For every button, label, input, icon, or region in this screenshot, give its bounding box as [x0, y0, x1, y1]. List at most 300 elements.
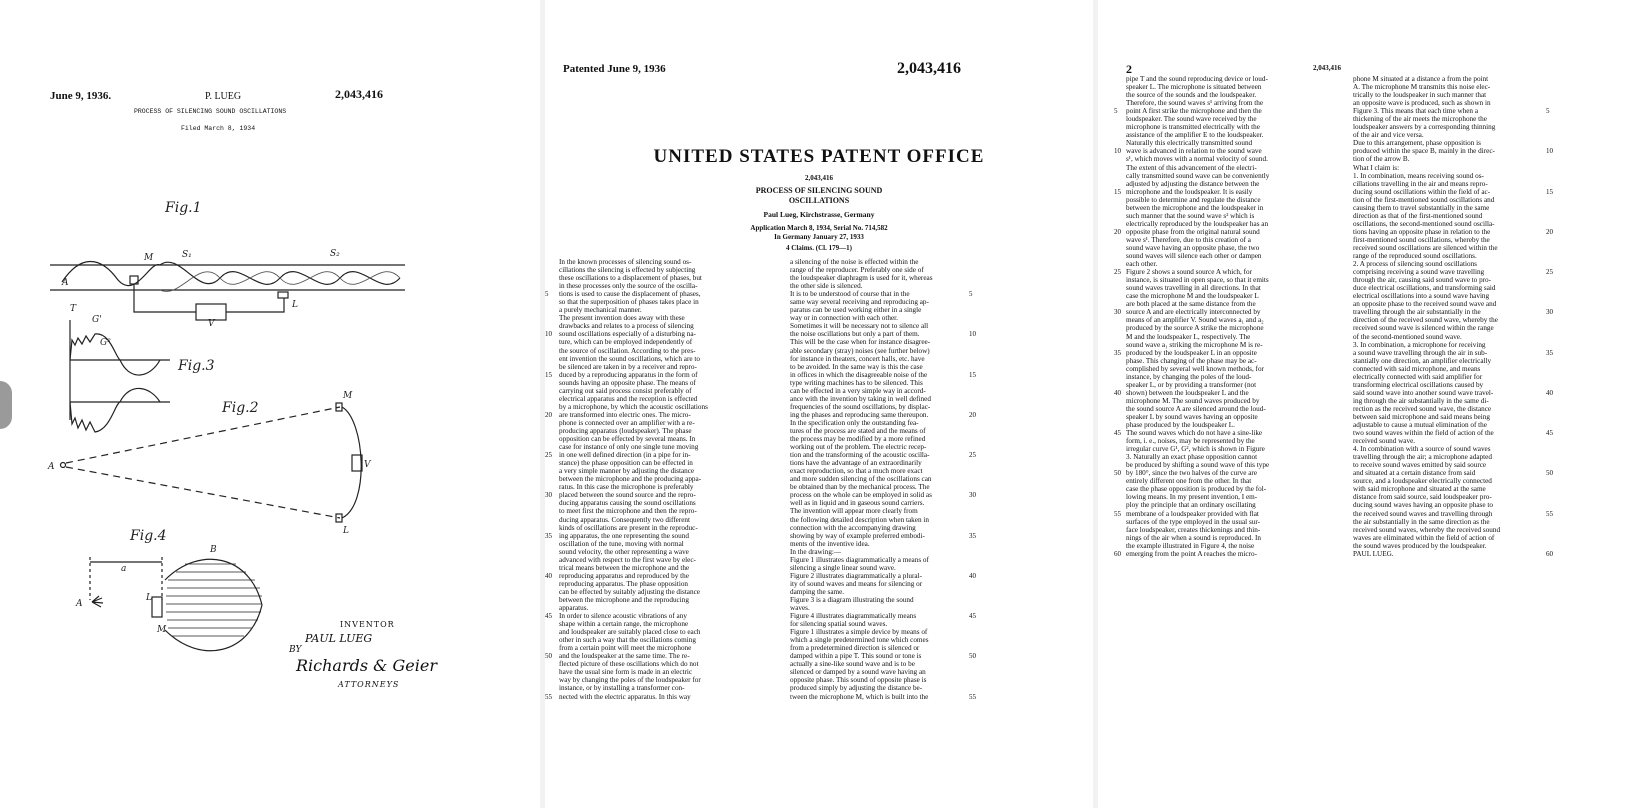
text-line: waves.: [790, 604, 810, 613]
text-line: kinds of oscillations are present in the reproduc-: [559, 523, 698, 532]
text-line: ent invention the sound oscillations, which are to: [559, 354, 700, 363]
text-line: same way several receiving and reproducing ap-: [790, 298, 929, 307]
line-number: 60: [1114, 549, 1121, 558]
text-line: of the second-mentioned sound wave.: [1353, 332, 1462, 341]
text-line: can be effected by suitably adjusting the distance: [559, 587, 700, 596]
text-line: phone is connected over an amplifier with a re-: [559, 418, 695, 427]
text-line: waves are eliminated within the field of action of: [1353, 533, 1495, 542]
text-line: working out of the problem. The electric recep-: [790, 443, 927, 452]
text-line: 3. In combination, a microphone for receiving: [1353, 340, 1486, 349]
svg-text:B: B: [210, 545, 217, 555]
svg-text:a: a: [121, 564, 127, 574]
text-line: be obtained than by the mechanical process. The: [790, 483, 930, 492]
text-line: tion of the arrow B.: [1353, 155, 1410, 164]
text-line: and more sudden silencing of the oscillations can: [790, 475, 932, 484]
line-number: 5: [1114, 107, 1118, 116]
line-number: 30: [1546, 308, 1553, 317]
text-line: received sound waves, whereby the received sound: [1353, 525, 1501, 534]
text-line: be silenced are taken in by a receiver and repro-: [559, 362, 697, 371]
text-line: the example illustrated in Figure 4, the noise: [1126, 541, 1255, 550]
text-line: 1. In combination, means receiving sound os-: [1353, 171, 1484, 180]
text-line: complished by several well known methods, for: [1126, 364, 1264, 373]
text-line: stantially one direction, an amplifier electrically: [1353, 356, 1492, 365]
text-line: PAUL LUEG.: [1353, 549, 1394, 558]
text-line: oscillations, the second-mentioned sound oscilla-: [1353, 219, 1495, 228]
text-line: which a single predetermined tone which comes: [790, 636, 929, 645]
line-number: 20: [1114, 227, 1121, 236]
line-number: 45: [969, 612, 976, 621]
text-line: wave s¹. Therefore, due to this creation of a: [1126, 235, 1251, 244]
text-line: assistance of the amplifier E to the loudspeaker.: [1126, 131, 1264, 140]
text-line: cillations the silencing is effected by subjecting: [559, 266, 696, 275]
text-line: a very simple manner by adjusting the distance: [559, 467, 695, 476]
text-line: Figure 4 illustrates diagrammatically means: [790, 612, 917, 621]
text-line: so that the superposition of phases takes place in: [559, 298, 699, 307]
text-line: way or in connection with each other.: [790, 314, 898, 323]
text-line: paratus can be used working either in a single: [790, 306, 922, 315]
text-line: stance) the phase opposition can be effected in: [559, 459, 693, 468]
line-number: 10: [1546, 147, 1553, 156]
text-line: thickening of the air meets the microphone the: [1353, 115, 1487, 124]
text-line: the loudspeaker diaphragm is used for it, whereas: [790, 274, 933, 283]
spec-title-2: OSCILLATIONS: [788, 196, 850, 205]
text-line: ducing apparatus. Consequently two different: [559, 515, 691, 524]
text-line: produced by the source A strike the microphone: [1126, 324, 1264, 333]
text-line: Figure 2 shows a sound source A which, for: [1126, 268, 1252, 277]
line-number: 50: [545, 652, 552, 661]
text-line: travelling through the air substantially in the: [1353, 308, 1481, 317]
text-line: microphone and the loudspeaker. It is easily: [1126, 187, 1253, 196]
text-line: actually a sine-like sound wave and is to be: [790, 660, 915, 669]
application-line-1: Application March 8, 1934, Serial No. 714,582: [750, 224, 888, 232]
text-line: to meet first the microphone and then the repro-: [559, 507, 697, 516]
text-line: Figure 3. This means that each time when a: [1353, 107, 1479, 116]
drawing-sheet-page: [0, 0, 540, 808]
text-line: for silencing spatial sound waves.: [790, 620, 888, 629]
text-line: tion of the first-mentioned sound oscillations and: [1353, 195, 1495, 204]
left-column: [559, 258, 764, 701]
text-line: duced by a reproducing apparatus in the form of: [559, 370, 698, 379]
line-number: 25: [1546, 268, 1553, 277]
text-line: phone M situated at a distance a from the point: [1353, 75, 1489, 83]
line-number: 20: [1546, 227, 1553, 236]
line-number: 45: [1114, 429, 1121, 438]
text-line: and loudspeaker are suitably placed close to each: [559, 628, 701, 637]
line-number: 40: [1546, 388, 1553, 397]
svg-text:M: M: [144, 253, 154, 263]
text-line: s¹, which moves with a normal velocity of sound.: [1126, 155, 1268, 164]
text-line: duce electrical oscillations, and transforming said: [1353, 284, 1496, 293]
text-line: well as in liquid and in gaseous sound carriers.: [790, 499, 925, 508]
text-line: a silencing of the noise is effected within the: [790, 258, 919, 266]
text-line: comprising receiving a sound wave travelling: [1353, 268, 1485, 277]
text-line: apparatus.: [559, 604, 589, 613]
line-number: 20: [969, 410, 976, 419]
line-number: 25: [1114, 268, 1121, 277]
text-line: In the specification only the outstanding fea-: [790, 418, 919, 427]
text-line: trically to the loudspeaker in such manner that: [1353, 91, 1487, 100]
line-number: 15: [969, 370, 976, 379]
text-line: speaker L, or by providing a transformer (not: [1126, 380, 1257, 389]
text-line: surfaces of the type employed in the usual sur-: [1126, 517, 1260, 526]
text-line: M and the loudspeaker L, respectively. The: [1126, 332, 1251, 341]
text-line: have the usual sine form is made in an electric: [559, 668, 693, 677]
line-number: 15: [545, 370, 552, 379]
text-line: opposite phase. This sound of opposite phase is: [790, 676, 927, 685]
page-scroll-handle[interactable]: [0, 381, 12, 429]
line-number: 35: [1114, 348, 1121, 357]
text-line: the source of oscillation. According to the pres-: [559, 346, 696, 355]
line-number: 45: [1546, 429, 1553, 438]
text-line: between said microphone and said means being: [1353, 412, 1490, 421]
svg-text:L: L: [343, 526, 349, 536]
text-line: by a microphone, by which the acoustic oscillations: [559, 402, 708, 411]
svg-text:A: A: [62, 278, 69, 288]
text-line: producing apparatus (loudspeaker). The phase: [559, 426, 692, 435]
text-line: the sound waves produced by the loudspeaker.: [1353, 541, 1487, 550]
fig2-label: Fig.2: [222, 400, 259, 416]
text-line: be produced by shifting a sound wave of this type: [1126, 461, 1270, 470]
text-line: nected with the electric apparatus. In this way: [559, 692, 691, 701]
text-line: transforming electrical oscillations caused by: [1353, 380, 1484, 389]
sheet-date: June 9, 1936.: [50, 90, 112, 102]
text-line: sound oscillations especially of a disturbing na-: [559, 330, 696, 339]
line-number: 30: [1114, 308, 1121, 317]
sub-number: 2,043,416: [805, 174, 833, 182]
text-line: Figure 1 illustrates diagrammatically a means of: [790, 555, 929, 564]
text-line: 4. In combination with a source of sound waves: [1353, 445, 1491, 454]
text-line: oscillation of the tune, moving with normal: [559, 539, 684, 548]
text-line: sound velocity, the other representing a wave: [559, 547, 689, 556]
spec-page-1: [545, 0, 1093, 808]
left-column: [1126, 75, 1331, 558]
line-number: 35: [545, 531, 552, 540]
text-line: two sound waves within the field of action of the: [1353, 429, 1494, 438]
svg-text:V: V: [364, 460, 371, 470]
text-line: electrically reproduced by the loudspeaker has an: [1126, 219, 1269, 228]
spec-page-2: [1098, 0, 1652, 808]
text-line: ing the phases and reproducing same thereupon.: [790, 410, 929, 419]
text-line: source, and a loudspeaker electrically connected: [1353, 477, 1492, 486]
text-line: connection with the accompanying drawing: [790, 523, 916, 532]
inventor-label: INVENTOR: [340, 620, 395, 629]
text-line: drawbacks and relates to a process of silencing: [559, 322, 694, 331]
text-line: 2. A process of silencing sound oscillations: [1353, 260, 1477, 269]
text-line: In order to silence acoustic vibrations of any: [559, 612, 687, 621]
text-line: possible to determine and regulate the distance: [1126, 195, 1261, 204]
text-line: ture, which can be employed independently of: [559, 338, 693, 347]
text-line: the other side is silenced.: [790, 282, 863, 291]
text-line: ing through the air substantially in the same di-: [1353, 396, 1489, 405]
spec-title-1: PROCESS OF SILENCING SOUND: [755, 186, 883, 195]
page1-patent-number: 2,043,416: [897, 60, 961, 77]
text-line: are transformed into electric ones. The micro-: [559, 410, 691, 419]
text-line: Naturally this electrically transmitted sound: [1126, 139, 1253, 148]
text-line: emerging from the point A reaches the micro-: [1126, 549, 1257, 558]
text-line: a sound wave travelling through the air in sub-: [1353, 348, 1488, 357]
text-line: The sound waves which do not have a sine-like: [1126, 429, 1263, 438]
text-line: to be avoided. In the same way is this the case: [790, 362, 923, 371]
text-line: means of an amplifier V. Sound waves a₁ and a₂: [1126, 316, 1264, 325]
text-line: damped within a pipe T. This sound or tone is: [790, 652, 922, 661]
spec-page1-columns: [559, 258, 995, 701]
text-line: case the phase opposition is produced by the fol-: [1126, 485, 1267, 494]
text-line: loudspeaker. The sound wave received by the: [1126, 115, 1257, 124]
line-number: 15: [1546, 187, 1553, 196]
text-line: such manner that the sound wave s² which is: [1126, 211, 1255, 220]
text-line: sound wave having an opposite phase, the two: [1126, 243, 1260, 252]
text-line: ing apparatus, the one representing the sound: [559, 531, 689, 540]
text-line: each other.: [1126, 260, 1158, 269]
text-line: tions have the advantage of an extraordinarily: [790, 459, 922, 468]
text-line: produced simply by adjusting the distance be-: [790, 684, 923, 693]
text-line: with said microphone and situated at the same: [1353, 485, 1486, 494]
text-line: type writing machines has to be silenced. This: [790, 378, 923, 387]
text-line: electrical apparatus and the reception is effected: [559, 394, 698, 403]
line-number: 5: [545, 290, 549, 299]
line-number: 50: [969, 652, 976, 661]
right-column: [790, 258, 995, 701]
text-line: direction of the received sound wave, whereby the: [1353, 316, 1498, 325]
text-line: tions having an opposite phase in relation to the: [1353, 227, 1491, 236]
text-line: It is to be understood of course that in the: [790, 290, 910, 299]
text-line: an opposite phase to the received sound wave and: [1353, 300, 1497, 309]
text-line: process on the whole can be employed in solid as: [790, 491, 932, 500]
sheet-filed: Filed March 8, 1934: [181, 125, 256, 132]
svg-text:S₁: S₁: [182, 250, 192, 260]
patented-date: Patented June 9, 1936: [563, 63, 666, 75]
text-line: the process may be modified by a more refined: [790, 435, 926, 444]
svg-text:A: A: [76, 599, 83, 609]
svg-text:L: L: [292, 300, 298, 310]
text-line: other in such a way that the oscillations coming: [559, 636, 696, 645]
text-line: tions is used to cause the displacement of phases,: [559, 290, 701, 299]
text-line: phase produced by the loudspeaker L.: [1126, 421, 1235, 430]
text-line: placed between the sound source and the repro-: [559, 491, 696, 500]
page-number: 2: [1126, 62, 1132, 76]
text-line: reproducing apparatus. The phase opposition: [559, 579, 689, 588]
svg-text:L: L: [146, 593, 152, 603]
text-line: Therefore, the sound waves s¹ arriving from the: [1126, 99, 1264, 108]
line-number: 30: [969, 491, 976, 500]
text-line: an opposite wave is produced, such as shown in: [1353, 99, 1491, 108]
line-number: 60: [1546, 549, 1553, 558]
line-number: 15: [1114, 187, 1121, 196]
text-line: can be effected in a very simple way in accord-: [790, 386, 926, 395]
text-line: of the air and vice versa.: [1353, 131, 1424, 140]
line-number: 5: [969, 290, 973, 299]
text-line: shape within a certain range, the microphone: [559, 620, 689, 629]
line-number: 25: [969, 451, 976, 460]
text-line: sound waves travelling in all directions. In that: [1126, 284, 1261, 293]
line-number: 10: [545, 330, 552, 339]
text-line: form, i. e., noises, may be represented by the: [1126, 437, 1255, 446]
text-line: opposition can be effected by several means. In: [559, 435, 696, 444]
text-line: case the microphone M and the loudspeaker L: [1126, 292, 1259, 301]
line-number: 10: [1114, 147, 1121, 156]
inventor-signature: PAUL LUEG: [305, 632, 373, 645]
text-line: tion and the transforming of the acoustic oscilla-: [790, 451, 930, 460]
text-line: causing them to travel substantially in the same: [1353, 203, 1490, 212]
text-line: In the known processes of silencing sound os-: [559, 258, 692, 266]
text-line: advanced with respect to the first wave by elec-: [559, 555, 696, 564]
sheet-title: PROCESS OF SILENCING SOUND OSCILLATIONS: [134, 108, 287, 115]
text-line: are both placed at the same distance from the: [1126, 300, 1256, 309]
text-line: received sound wave.: [1353, 437, 1416, 446]
text-line: instance, or by installing a transformer con-: [559, 684, 685, 693]
line-number: 55: [1546, 509, 1553, 518]
text-line: by 180°, since the two halves of the curve are: [1126, 469, 1258, 478]
text-line: the sound source A are silenced around the loud-: [1126, 404, 1266, 413]
text-line: in offices in which the disagreeable noise of the: [790, 370, 928, 379]
text-line: tures of the process are stated and the means of: [790, 426, 926, 435]
text-line: Sometimes it will be necessary not to silence all: [790, 322, 929, 331]
line-number: 35: [969, 531, 976, 540]
line-number: 10: [969, 330, 976, 339]
text-line: cally transmitted sound wave can be conveniently: [1126, 171, 1270, 180]
text-line: the noise oscillations but only a part of them.: [790, 330, 920, 339]
text-line: microphone is transmitted electrically with the: [1126, 123, 1260, 132]
text-line: for instance in theaters, concert halls, etc. have: [790, 354, 925, 363]
line-number: 40: [969, 571, 976, 580]
line-number: 50: [1114, 469, 1121, 478]
text-line: able secondary (stray) noises (see further below): [790, 346, 930, 355]
text-line: Figure 3 is a diagram illustrating the sound: [790, 595, 914, 604]
line-number: 40: [1114, 388, 1121, 397]
text-line: cillations travelling in the air and means repro-: [1353, 179, 1488, 188]
line-number: 30: [545, 491, 552, 500]
svg-text:T: T: [70, 304, 77, 314]
line-number: 45: [545, 612, 552, 621]
text-line: way by changing the poles of the loudspeaker for: [559, 676, 701, 685]
text-line: flected picture of these oscillations which do not: [559, 660, 699, 669]
application-line-2: In Germany January 27, 1933: [774, 233, 864, 241]
text-line: instance, is situated in open space, so that it emits: [1126, 276, 1269, 285]
text-line: and the loudspeaker at the same time. The re-: [559, 652, 690, 661]
text-line: In the drawing:—: [790, 547, 842, 556]
text-line: The present invention does away with these: [559, 314, 685, 323]
text-line: ance with the invention by taking in well defined: [790, 394, 931, 403]
text-line: received sound wave is silenced within the range: [1353, 324, 1494, 333]
text-line: the received sound waves and travelling through: [1353, 509, 1493, 518]
right-column: [1353, 75, 1558, 558]
text-line: Figure 1 illustrates a simple device by means of: [790, 628, 928, 637]
text-line: range of the reproduced sound oscillations.: [1353, 252, 1477, 261]
text-line: the source of the sounds and the loudspeaker.: [1126, 91, 1257, 100]
text-line: trical means between the microphone and the: [559, 563, 690, 572]
text-line: direction as that of the first-mentioned sound: [1353, 211, 1483, 220]
text-line: adjusted by adjusting the distance between the: [1126, 179, 1260, 188]
text-line: shown) between the loudspeaker L and the: [1126, 388, 1249, 397]
text-line: through the air, causing said sound wave to pro-: [1353, 276, 1492, 285]
text-line: from a certain point will meet the microphone: [559, 644, 692, 653]
text-line: sounds having an opposite phase. The means of: [559, 378, 696, 387]
text-line: Due to this arrangement, phase opposition is: [1353, 139, 1481, 148]
line-number: 55: [969, 692, 976, 701]
spec-page2-columns: [1126, 75, 1558, 558]
text-line: A. The microphone M transmits this noise elec-: [1353, 83, 1491, 92]
text-line: the following detailed description when taken in: [790, 515, 929, 524]
text-line: silenced or damped by a sound wave having an: [790, 668, 926, 677]
sheet-inventor-name: P. LUEG: [205, 91, 242, 102]
spec-author: Paul Lueg, Kirchstrasse, Germany: [763, 210, 875, 219]
text-line: from a predetermined direction is silenced or: [790, 644, 920, 653]
text-line: speaker L by sound waves having an opposite: [1126, 412, 1258, 421]
svg-text:V: V: [208, 319, 215, 329]
line-number: 55: [1114, 509, 1121, 518]
line-number: 55: [545, 692, 552, 701]
text-line: damping the same.: [790, 587, 845, 596]
text-line: these oscillations to a displacement of phases, but: [559, 274, 702, 283]
svg-text:M: M: [343, 391, 353, 401]
text-line: a purely mechanical manner.: [559, 306, 642, 315]
text-line: face loudspeaker, creates thickenings and thin-: [1126, 525, 1261, 534]
text-line: carrying out said process consist preferably of: [559, 386, 692, 395]
text-line: reproducing apparatus and reproduced by the: [559, 571, 689, 580]
svg-text:S₂: S₂: [330, 249, 340, 259]
text-line: showing by way of example preferred embodi-: [790, 531, 925, 540]
text-line: The extent of this advancement of the electri-: [1126, 163, 1257, 172]
text-line: electrically connected with said amplifier for: [1353, 372, 1483, 381]
fig1-label: Fig.1: [165, 200, 202, 216]
text-line: ploy the principle that an ordinary oscillating: [1126, 501, 1256, 510]
text-line: ratus. In this case the microphone is preferably: [559, 483, 694, 492]
text-line: wave is advanced in relation to the sound wave: [1126, 147, 1262, 156]
text-line: rection as the received sound wave, the distance: [1353, 404, 1492, 413]
text-line: in these processes only the source of the oscilla-: [559, 282, 698, 291]
text-line: adjustable to cause a mutual elimination of the: [1353, 421, 1487, 430]
svg-text:G': G': [92, 315, 102, 325]
attorneys-label: ATTORNEYS: [338, 680, 400, 689]
text-line: phase. This changing of the phase may be ac-: [1126, 356, 1257, 365]
line-number: 50: [1546, 469, 1553, 478]
text-line: distance from said source, said loudspeaker pro-: [1353, 493, 1492, 502]
text-line: point A first strike the microphone and then the: [1126, 107, 1262, 116]
line-number: 25: [545, 451, 552, 460]
line-number: 35: [1546, 348, 1553, 357]
text-line: exact reproduction, so that a much more exact: [790, 467, 923, 476]
svg-text:A: A: [48, 462, 55, 472]
text-line: ity of sound waves and means for silencing or: [790, 579, 923, 588]
line-number: 20: [545, 410, 552, 419]
text-line: instance, by changing the poles of the loud-: [1126, 372, 1252, 381]
text-line: produced by the loudspeaker L in an opposite: [1126, 348, 1257, 357]
text-line: and situated at a certain distance from said: [1353, 469, 1476, 478]
text-line: between the microphone and the producing appa-: [559, 475, 702, 484]
fig4-label: Fig.4: [130, 528, 167, 544]
text-line: said sound wave into another sound wave travel-: [1353, 388, 1494, 397]
patent-figures: [0, 0, 540, 808]
sheet-patent-number: 2,043,416: [335, 87, 383, 101]
text-line: connected with said microphone, and means: [1353, 364, 1481, 373]
text-line: first-mentioned sound oscillations, whereby the: [1353, 235, 1490, 244]
fig3-label: Fig.3: [178, 358, 215, 374]
text-line: nings of the air when a sound is reproduced. In: [1126, 533, 1261, 542]
text-line: in one well defined direction (in a pipe for in-: [559, 451, 691, 460]
svg-text:G²: G²: [100, 338, 111, 348]
text-line: produced within the space B, mainly in the direc-: [1353, 147, 1495, 156]
by-label: BY: [289, 645, 302, 655]
text-line: tween the microphone M, which is built into the: [790, 692, 929, 701]
text-line: ducing apparatus causing the sound oscillations: [559, 499, 696, 508]
text-line: 3. Naturally an exact phase opposition cannot: [1126, 453, 1258, 462]
text-line: between the microphone and the loudspeaker in: [1126, 203, 1264, 212]
text-line: frequencies of the sound oscillations, by displac-: [790, 402, 931, 411]
text-line: travelling through the air; a microphone adapted: [1353, 453, 1492, 462]
text-line: irregular curve G¹, G², which is shown in Figure: [1126, 445, 1265, 454]
text-line: source A and are electrically interconnected by: [1126, 308, 1261, 317]
line-number: 5: [1546, 107, 1550, 116]
